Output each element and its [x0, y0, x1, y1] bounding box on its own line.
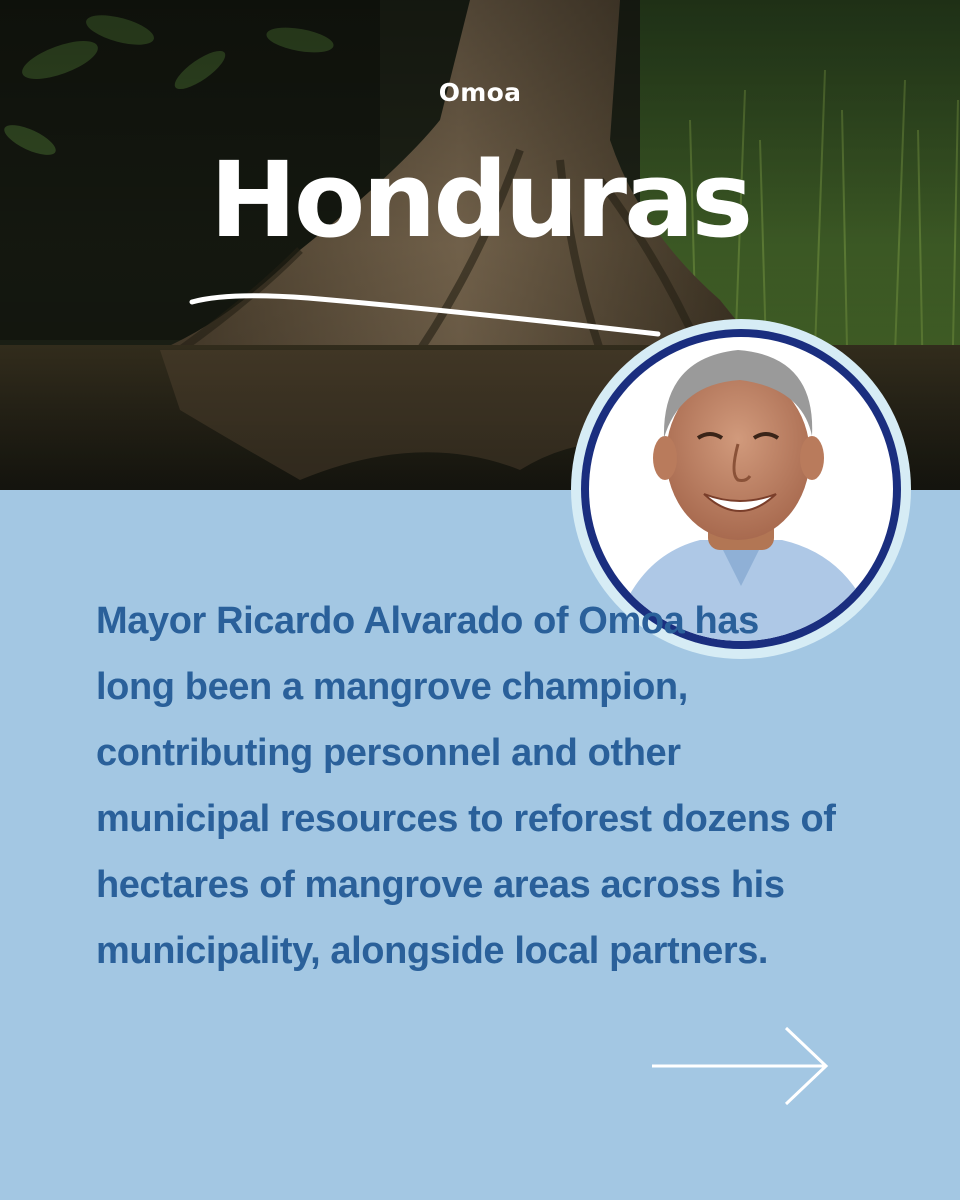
- country-title: Honduras: [209, 139, 751, 261]
- mayor-description: Mayor Ricardo Alvarado of Omoa has long been a mangrove champion, contributing personnel and other municipal resources to reforest dozens of hectares of mangrove areas across his municipality, alongside local partners.: [96, 600, 836, 972]
- location-label: Omoa: [438, 78, 522, 107]
- arrow-right-icon[interactable]: [652, 1024, 832, 1108]
